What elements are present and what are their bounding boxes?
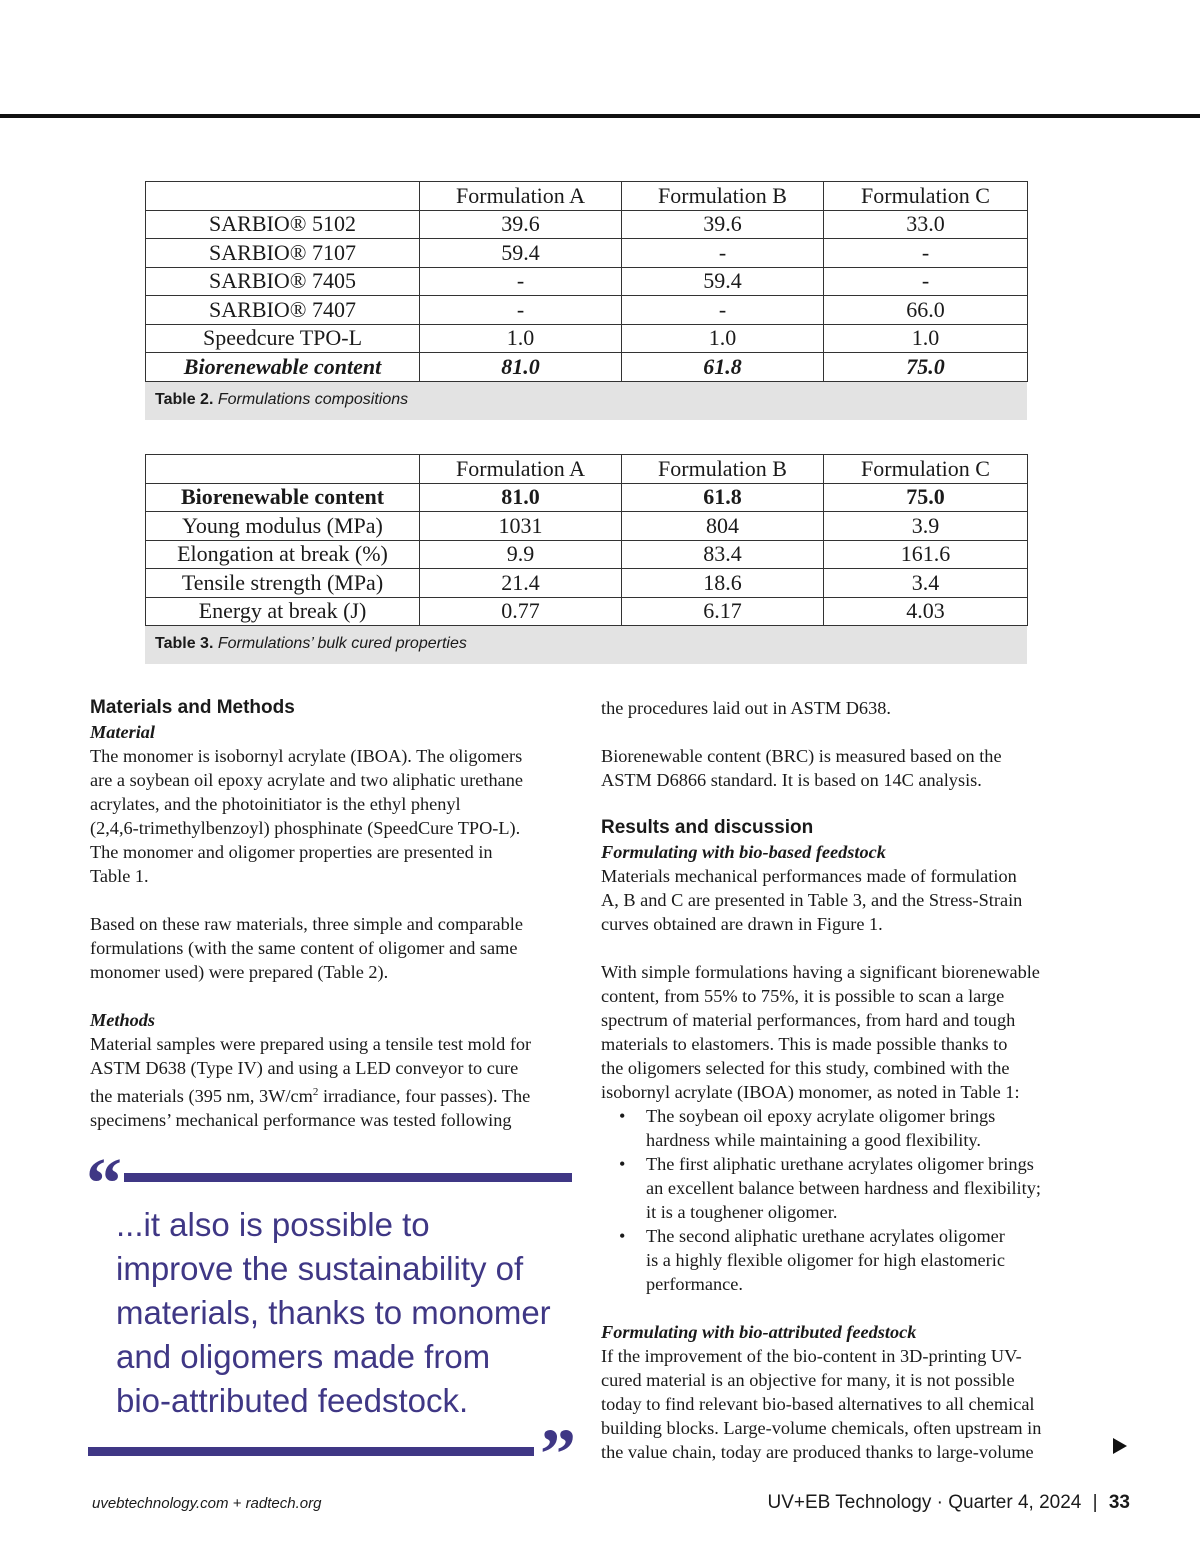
text-line: Based on these raw materials, three simple and comparable (90, 914, 524, 934)
table-3 (145, 454, 1027, 664)
list-item-line: • The soybean oil epoxy acrylate oligomer brings (646, 1106, 996, 1126)
text-line: the value chain, today are produced thanks to large-volume (601, 1442, 1034, 1462)
header-rule (0, 114, 1200, 118)
text-line: A, B and C are presented in Table 3, and the Stress-Strain (601, 890, 1023, 910)
text-line: specimens’ mechanical performance was tested following (90, 1110, 512, 1131)
table-cell: 804 (622, 512, 824, 541)
table-cell: - (622, 239, 824, 268)
table-header-row (146, 455, 1028, 484)
table-cell: - (420, 296, 622, 325)
close-quote-icon: ” (540, 1414, 576, 1494)
list-item (601, 1104, 1091, 1152)
text-line: Table 1. (90, 866, 149, 886)
text-span: the materials (395 nm, 3W/cm (90, 1086, 313, 1107)
table-cell: - (420, 267, 622, 296)
text-line: The monomer and oligomer properties are presented in (90, 842, 493, 862)
text-line: curves obtained are drawn in Figure 1. (601, 914, 883, 934)
quote-line: ...it also is possible to (116, 1206, 430, 1243)
table-cell: 59.4 (420, 239, 622, 268)
table-cell: 161.6 (824, 540, 1028, 569)
caption-label: Table 3. (155, 635, 214, 652)
text-line: materials to elastomers. This is made possible thanks to (601, 1034, 1008, 1054)
table-cell: - (622, 296, 824, 325)
text-line: spectrum of material performances, from hard and tough (601, 1010, 1016, 1030)
table-row-biorenewable (146, 353, 1028, 382)
quote-line: improve the sustainability of (116, 1250, 524, 1287)
table-cell: 83.4 (622, 540, 824, 569)
table-cell: 66.0 (824, 296, 1028, 325)
quote-line: bio-attributed feedstock. (116, 1382, 469, 1419)
table-cell: 81.0 (420, 353, 622, 382)
table-cell: 4.03 (824, 597, 1028, 626)
text-span: irradiance, four passes). The (318, 1086, 531, 1107)
table-row (146, 239, 1028, 268)
table-cell: SARBIO® 7107 (146, 239, 420, 268)
table-2 (145, 181, 1027, 420)
table-cell: 81.0 (420, 483, 622, 512)
quote-line: and oligomers made from (116, 1338, 491, 1375)
triangle-right-icon[interactable] (1113, 1438, 1127, 1454)
table-cell: 59.4 (622, 267, 824, 296)
table-cell: - (824, 239, 1028, 268)
table-cell: Biorenewable content (146, 353, 420, 382)
text-line: If the improvement of the bio-content in 3D-printing UV- (601, 1346, 1022, 1366)
text-line: cured material is an objective for many, it is not possible (601, 1370, 1015, 1390)
table-cell: Formulation C (824, 182, 1028, 211)
table-row (146, 324, 1028, 353)
table-cell: 1.0 (420, 324, 622, 353)
table-cell: SARBIO® 7407 (146, 296, 420, 325)
footer-separator: | (1092, 1492, 1098, 1513)
quote-rule-top (124, 1173, 572, 1182)
list-item-line: • The second aliphatic urethane acrylates oligomer (646, 1226, 1005, 1246)
pull-quote (116, 1203, 576, 1423)
table-cell: SARBIO® 7405 (146, 267, 420, 296)
text-line: content, from 55% to 75%, it is possible to scan a large (601, 986, 1005, 1006)
superscript: 2 (312, 1086, 319, 1098)
table-row (146, 512, 1028, 541)
subheading-biobased: Formulating with bio-based feedstock (601, 842, 886, 862)
text-line: today to find relevant bio-based alternatives to all chemical (601, 1394, 1035, 1414)
footer-publication (767, 1492, 1130, 1514)
table-cell: 33.0 (824, 210, 1028, 239)
table-cell: Tensile strength (MPa) (146, 569, 420, 598)
subheading-methods: Methods (90, 1010, 156, 1030)
table-row (146, 267, 1028, 296)
table-cell: Energy at break (J) (146, 597, 420, 626)
text-line: ASTM D638 (Type IV) and using a LED conveyor to cure (90, 1058, 519, 1078)
text-line: With simple formulations having a significant biorenewable (601, 962, 1040, 982)
table-cell: Formulation A (420, 182, 622, 211)
table-cell: Formulation A (420, 455, 622, 484)
list-item-line: an excellent balance between hardness and flexibility; (646, 1178, 1041, 1198)
table-cell: Elongation at break (%) (146, 540, 420, 569)
table-cell: 1.0 (824, 324, 1028, 353)
text-line: monomer used) were prepared (Table 2). (90, 962, 389, 982)
table-cell: Formulation C (824, 455, 1028, 484)
table-cell: Biorenewable content (146, 483, 420, 512)
text-line: isobornyl acrylate (IBOA) monomer, as noted in Table 1: (601, 1082, 1020, 1102)
table-cell: Formulation B (622, 455, 824, 484)
list-item-line: hardness while maintaining a good flexibility. (646, 1130, 981, 1150)
caption-text: Formulations compositions (217, 390, 409, 408)
text-line: the procedures laid out in ASTM D638. (601, 698, 891, 718)
quote-rule-bottom (88, 1447, 534, 1456)
text-line: The monomer is isobornyl acrylate (IBOA). The oligomers (90, 746, 523, 766)
page-number: 33 (1108, 1492, 1130, 1513)
list-item-line: performance. (646, 1274, 743, 1294)
open-quote-icon: “ (86, 1143, 122, 1223)
caption-label: Table 2. (155, 390, 214, 408)
table-cell: 75.0 (824, 353, 1028, 382)
bullet-list (601, 1104, 1091, 1296)
text-line: building blocks. Large-volume chemicals, often upstream in (601, 1418, 1042, 1438)
table-3-caption (145, 626, 1027, 664)
table-cell: 1031 (420, 512, 622, 541)
section-heading: Materials and Methods (90, 697, 295, 718)
table-cell: 9.9 (420, 540, 622, 569)
table-cell: 1.0 (622, 324, 824, 353)
text-line: the oligomers selected for this study, combined with the (601, 1058, 1010, 1078)
text-line (90, 1080, 580, 1108)
table-header-row (146, 182, 1028, 211)
table-row (146, 296, 1028, 325)
table-cell: 39.6 (420, 210, 622, 239)
text-line: Materials mechanical performances made of formulation (601, 866, 1017, 886)
publication-name: UV+EB Technology · Quarter 4, 2024 (767, 1492, 1082, 1513)
section-heading: Results and discussion (601, 817, 814, 838)
table-3-grid (145, 454, 1028, 626)
table-cell: Formulation B (622, 182, 824, 211)
table-cell: 18.6 (622, 569, 824, 598)
text-line: (2,4,6-trimethylbenzoyl) phosphinate (SpeedCure TPO-L). (90, 818, 521, 838)
table-row (146, 210, 1028, 239)
list-item (601, 1224, 1091, 1296)
footer-websites: uvebtechnology.com + radtech.org (92, 1495, 322, 1512)
table-cell: 3.4 (824, 569, 1028, 598)
subheading-material: Material (90, 722, 156, 742)
table-cell (146, 455, 420, 484)
table-cell: 0.77 (420, 597, 622, 626)
list-item (601, 1152, 1091, 1224)
table-cell: - (824, 267, 1028, 296)
table-cell: 6.17 (622, 597, 824, 626)
table-row (146, 540, 1028, 569)
table-row (146, 597, 1028, 626)
table-cell: 39.6 (622, 210, 824, 239)
table-cell: 61.8 (622, 353, 824, 382)
text-line: formulations (with the same content of oligomer and same (90, 938, 518, 958)
left-column (90, 696, 580, 1132)
table-row (146, 569, 1028, 598)
table-cell: 3.9 (824, 512, 1028, 541)
table-cell: Speedcure TPO-L (146, 324, 420, 353)
table-cell: Young modulus (MPa) (146, 512, 420, 541)
table-cell (146, 182, 420, 211)
quote-line: materials, thanks to monomer (116, 1294, 551, 1331)
table-cell: 61.8 (622, 483, 824, 512)
caption-text: Formulations’ bulk cured properties (217, 635, 467, 652)
table-cell: SARBIO® 5102 (146, 210, 420, 239)
list-item-line: it is a toughener oligomer. (646, 1202, 838, 1222)
list-item-line: • The first aliphatic urethane acrylates oligomer brings (646, 1154, 1034, 1174)
text-line: acrylates, and the photoinitiator is the ethyl phenyl (90, 794, 461, 814)
text-line: are a soybean oil epoxy acrylate and two aliphatic urethane (90, 770, 523, 790)
table-2-grid (145, 181, 1028, 382)
text-line: ASTM D6866 standard. It is based on 14C analysis. (601, 770, 982, 790)
table-cell: 21.4 (420, 569, 622, 598)
text-line: Material samples were prepared using a tensile test mold for (90, 1034, 532, 1054)
right-column (601, 696, 1091, 1464)
table-row-biorenewable (146, 483, 1028, 512)
list-item-line: is a highly flexible oligomer for high elastomeric (646, 1250, 1005, 1270)
subheading-bioattributed: Formulating with bio-attributed feedstock (601, 1322, 917, 1342)
table-cell: 75.0 (824, 483, 1028, 512)
text-line: Biorenewable content (BRC) is measured based on the (601, 746, 1002, 766)
table-2-caption (145, 382, 1027, 420)
